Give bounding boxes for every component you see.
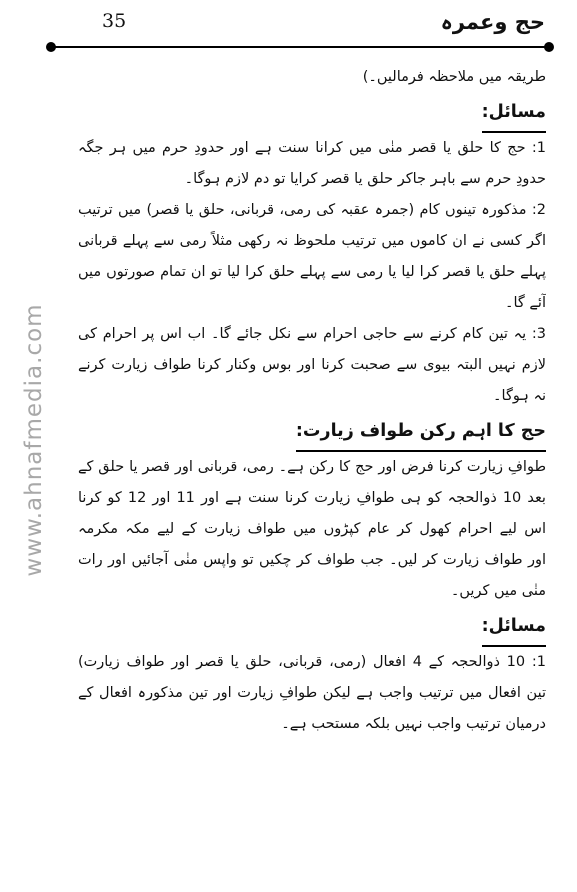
section-heading [78, 607, 546, 647]
text-line: حدودِ حرم سے باہر جاکر حلق یا قصر کرایا تو دم لازم ہوگا۔ [184, 171, 546, 187]
watermark: www.ahnafmedia.com [21, 303, 47, 577]
section-heading [78, 412, 546, 452]
section-heading-text: مسائل: [482, 93, 546, 133]
text-line: منٰی میں کریں۔ [450, 583, 546, 599]
page-number: 35 [102, 10, 127, 32]
section-heading-text: مسائل: [482, 607, 546, 647]
section-heading [78, 93, 546, 133]
text-line: درمیان ترتیب واجب نہیں بلکہ مستحب ہے۔ [281, 716, 546, 732]
rule-endpoint-right [544, 42, 554, 52]
text-line: 3: یہ تین کام کرنے سے حاجی احرام سے نکل جائے گا۔ اب اس پر احرام کی [78, 326, 546, 342]
text-line: اس لیے احرام کھول کر عام کپڑوں میں طواف زیارت کے لیے مکہ مکرمہ [78, 521, 546, 537]
text-line: پہلے حلق یا قصر کرا لیا یا رمی سے پہلے حلق کرا لیا تو ان تمام صورتوں میں [78, 264, 546, 280]
text-line: طریقہ میں ملاحظہ فرمالیں۔) [362, 69, 546, 85]
running-title: حج وعمرہ [440, 10, 545, 34]
text-line: 1: 10 ذوالحجہ کے 4 افعال (رمی، قربانی، حلق یا قصر اور طواف زیارت) [78, 654, 546, 670]
text-line: لازم نہیں البتہ بیوی سے صحبت کرنا اور بوس وکنار کرنا طواف زیارت کرنے [78, 357, 546, 373]
text-line: اگر کسی نے ان کاموں میں ترتیب ملحوظ نہ رکھی مثلاً رمی سے پہلے قربانی [78, 233, 546, 249]
text-line: اور طواف زیارت کر لیں۔ جب طواف کر چکیں تو واپس منٰی آجائیں اور رات [78, 552, 546, 568]
text-line: تین افعال میں ترتیب واجب ہے لیکن طوافِ زیارت اور تین مذکورہ افعال کے [78, 685, 546, 701]
page-body [78, 62, 546, 740]
text-line: نہ ہوگا۔ [493, 388, 546, 404]
text-line: بعد 10 ذوالحجہ کو ہی طوافِ زیارت کرنا سنت ہے اور 11 اور 12 کو کرنا [78, 490, 546, 506]
section-heading-text: حج کا اہم رکن طواف زیارت: [296, 412, 546, 452]
text-line: طوافِ زیارت کرنا فرض اور حج کا رکن ہے۔ رمی، قربانی اور قصر یا حلق کے [78, 459, 546, 475]
header-rule [52, 46, 548, 48]
text-line: 1: حج کا حلق یا قصر منٰی میں کرانا سنت ہے اور حدودِ حرم میں ہر جگہ [78, 140, 546, 156]
text-line: آئے گا۔ [505, 295, 546, 311]
page-header [40, 10, 545, 50]
text-line: 2: مذکورہ تینوں کام (جمرہ عقبہ کی رمی، قربانی، حلق یا قصر) میں ترتیب [78, 202, 546, 218]
